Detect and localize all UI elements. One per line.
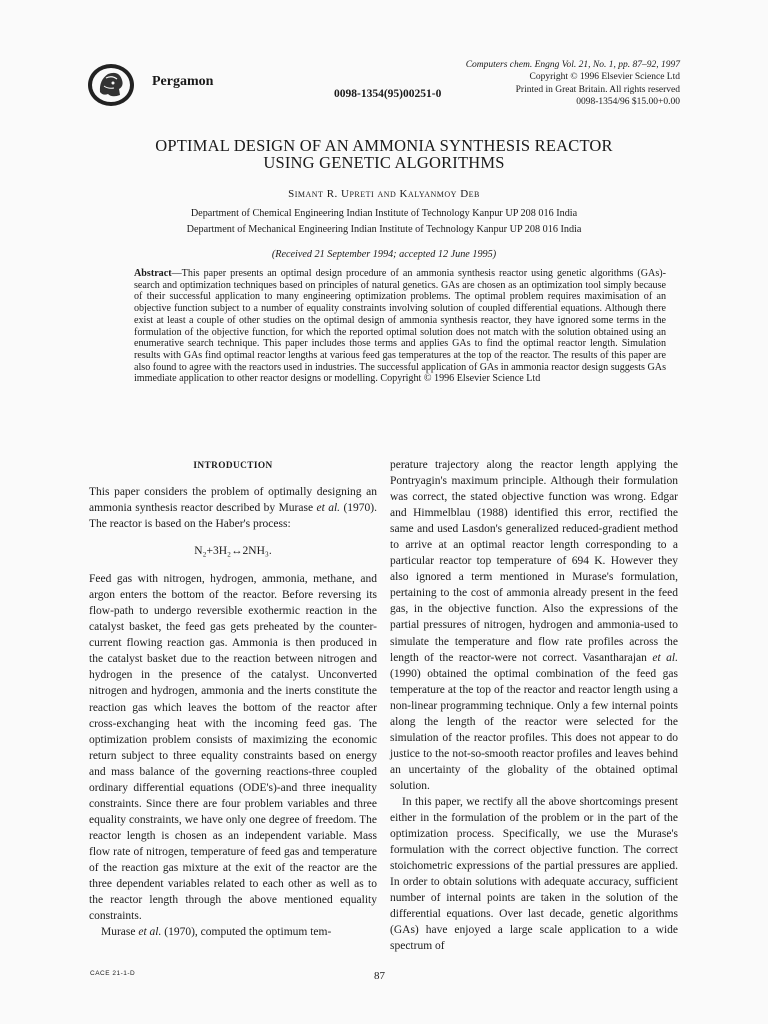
text-run-italic: et al. xyxy=(138,926,162,939)
text-run: (1970), computed the optimum tem- xyxy=(161,926,332,939)
copyright-line: Copyright © 1996 Elsevier Science Ltd xyxy=(529,72,680,83)
right-column xyxy=(390,457,678,954)
paragraph xyxy=(390,457,678,794)
page-number: 87 xyxy=(374,970,385,982)
title-line-2: USING GENETIC ALGORITHMS xyxy=(263,153,505,172)
affiliation-mechanical: Department of Mechanical Engineering Indian Institute of Technology Kanpur UP 208 016 India xyxy=(186,223,582,235)
journal-meta xyxy=(360,59,680,109)
paragraph xyxy=(89,924,377,940)
affiliations xyxy=(0,206,768,237)
section-heading-introduction: INTRODUCTION xyxy=(193,461,273,471)
doi: 0098-1354(95)00251-0 xyxy=(334,88,442,100)
abstract xyxy=(134,268,666,385)
issn-price: 0098-1354/96 $15.00+0.00 xyxy=(576,97,680,108)
text-run: (1970). The reactor is based on the Haber's process: xyxy=(89,502,377,531)
text-run-italic: et al. xyxy=(316,502,341,515)
text-run: Murase xyxy=(101,926,139,939)
affiliation-chemical: Department of Chemical Engineering Indian Institute of Technology Kanpur UP 208 016 India xyxy=(190,208,578,219)
received-dates: (Received 21 September 1994; accepted 12 June 1995) xyxy=(271,249,497,260)
publisher-name: Pergamon xyxy=(152,74,214,89)
text-run: perature trajectory along the reactor length applying the Pontryagin's maximum principle. Although their formulation was correct, the stated objective function was wrong. Edgar and Himmelblau (1988) identified this error, rectified the same and used Lasdon's generalized reduced-gradient method to arrive at an optimal reactor length corresponding to a particular reactor top temperature of 694 K. However they also ignored a term mentioned in Murase's formulation, pertaining to the cost of ammonia already present in the feed gas, in the objective function. Also the expressions of the partial pressures of nitrogen, hydrogen and ammonia-used to simulate the temperature and flow rate profiles across the length of the reactor-were not correct. Vasantharajan xyxy=(390,459,678,664)
authors: Simant R. Upreti and Kalyanmoy Deb xyxy=(288,188,480,200)
paragraph: In this paper, we rectify all the above shortcomings present either in the formulation of the problem or in the part of the optimization process. Specifically, we use the Murase's formulation with the correct objective function. The correct stoichometric expressions of the partial pressures are applied. In order to obtain solutions with adequate accuracy, sufficient number of internal points are taken in the solution of the differential equations. Over last decade, genetic algorithms (GAs) have enjoyed a large scale application to a wide spectrum of xyxy=(390,795,678,953)
footer-code: CACE 21-1-D xyxy=(90,970,136,977)
text-run: (1990) obtained the optimal combination of the feed gas temperature at the top of the reactor and reactor length using a non-linear programming technique. Only a few internal points along the length of the reactor were selected for the simulation of the reactor profiles. This does not appear to do justice to the not-so-smooth reactor profiles and leaves behind an uncertainty of the globality of the obtained optimal solution. xyxy=(390,667,678,792)
abstract-body: —This paper presents an optimal design procedure of an ammonia synthesis reactor using genetic algorithms (GAs)-search and optimization techniques based on principles of natural genetics. GAs are chosen as an optimization tool simply because of their successful application to many engineering optimization problems. The optimal problem requires maximisation of an objective function subject to a number of equality constraints involving solution of coupled differential equations. Although there exist at least a couple of other studies on the optimal design of ammonia synthesis reactor, they have ignored some terms in the formulation of the objective function, for which the reported optimal solution does not match with the solution obtained using an enumerative search technique. This paper includes those terms and applies GAs to find the optimal reactor length. Simulation results with GAs find optimal reactor lengths at various feed gas temperatures at the top of the reactor. The results of this paper are also found to agree with the reactors used in industries. The successful application of GAs in ammonia reactor design suggests GAs immediate application to other reactor designs or modelling. Copyright © 1996 Elsevier Science Ltd xyxy=(134,268,666,385)
abstract-label: Abstract xyxy=(134,268,172,279)
text-run-italic: et al. xyxy=(652,651,678,664)
pergamon-logo-icon xyxy=(86,62,136,108)
haber-equation: N₂+3H₂↔2NH₃. xyxy=(194,545,272,558)
text-run: This paper considers the problem of optimally designing an ammonia synthesis reactor described by Murase xyxy=(89,486,377,515)
paragraph: Feed gas with nitrogen, hydrogen, ammonia, methane, and argon enters the bottom of the reactor. Before reversing its flow-path to undergo reversible exothermic reaction in the catalyst basket, the feed gas gets preheated by the counter-current flowing reaction gas. Ammonia is then produced in the catalyst basket due to the reaction between nitrogen and hydrogen in the presence of the catalyst. Unconverted nitrogen and hydrogen, ammonia and the inerts constitute the reaction gas which leaves the bottom of the reactor after cross-exchanging heat with the incoming feed gas. The optimization problem consists of maximizing the economic return subject to three equality constraints based on energy and mass balance of the governing reactions-three coupled ordinary differential equations (ODE's)-and three inequality constraints. Since there are four problem variables and three equality constraints, we have only one degree of freedom. The reactor length is chosen as an independent variable. Mass flow rate of nitrogen, temperature of feed gas and temperature of the reaction gas mixture at the exit of the reactor are the three dependent variables related to each other as well as to the reactor length through the above mentioned equality constraints. xyxy=(89,573,377,923)
printed-line: Printed in Great Britain. All rights reserved xyxy=(515,84,680,95)
journal-citation: Computers chem. Engng Vol. 21, No. 1, pp. 87–92, 1997 xyxy=(465,60,680,70)
paper-title xyxy=(0,137,768,171)
title-line-1: OPTIMAL DESIGN OF AN AMMONIA SYNTHESIS REACTOR xyxy=(155,136,613,155)
paragraph xyxy=(89,484,377,532)
left-column xyxy=(89,458,377,940)
